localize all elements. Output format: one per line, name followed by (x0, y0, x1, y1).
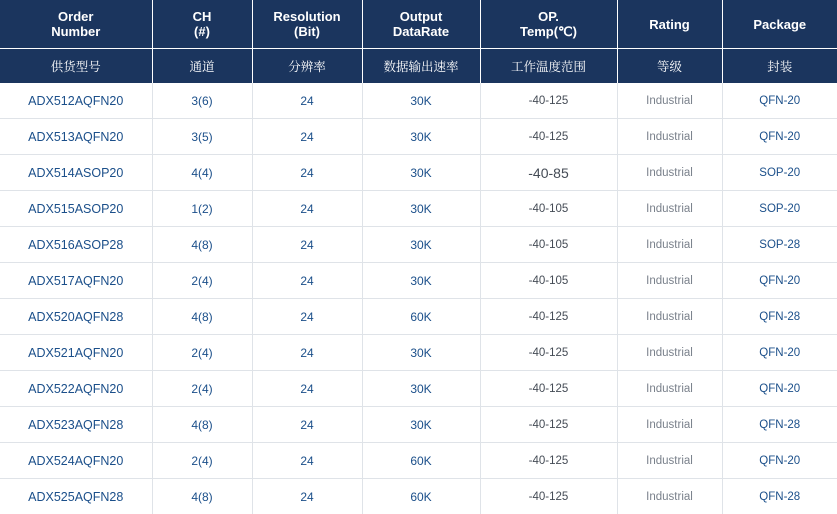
cell-order-number[interactable]: ADX524AQFN20 (0, 443, 152, 479)
cell-rating: Industrial (617, 407, 722, 443)
header-cn-order-number: 供货型号 (0, 49, 152, 84)
cell-rating: Industrial (617, 479, 722, 514)
header-ch (152, 0, 252, 49)
header-cn-op-temp: 工作温度范围 (480, 49, 617, 84)
cell-op-temp: -40-125 (480, 119, 617, 155)
table-row (0, 119, 837, 155)
cell-ch: 2(4) (152, 263, 252, 299)
cell-order-number[interactable]: ADX520AQFN28 (0, 299, 152, 335)
cell-package: QFN-20 (722, 263, 837, 299)
header-row-chinese (0, 49, 837, 84)
cell-ch: 3(5) (152, 119, 252, 155)
cell-rating: Industrial (617, 83, 722, 119)
header-ch-line2: (#) (157, 24, 248, 39)
header-output-datarate-line1: Output (367, 9, 476, 24)
cell-order-number[interactable]: ADX517AQFN20 (0, 263, 152, 299)
cell-resolution: 24 (252, 191, 362, 227)
cell-op-temp: -40-85 (480, 155, 617, 191)
cell-order-number[interactable]: ADX515ASOP20 (0, 191, 152, 227)
header-package-line1: Package (727, 17, 834, 32)
cell-package: QFN-20 (722, 443, 837, 479)
cell-ch: 4(8) (152, 227, 252, 263)
cell-op-temp: -40-105 (480, 191, 617, 227)
header-order-number-line2: Number (4, 24, 148, 39)
cell-resolution: 24 (252, 155, 362, 191)
header-op-temp-line2: Temp(℃) (485, 24, 613, 39)
cell-ch: 1(2) (152, 191, 252, 227)
table-row (0, 479, 837, 514)
cell-ch: 4(8) (152, 299, 252, 335)
cell-output-datarate: 30K (362, 371, 480, 407)
table-row (0, 407, 837, 443)
cell-package: QFN-20 (722, 119, 837, 155)
cell-op-temp: -40-105 (480, 227, 617, 263)
cell-rating: Industrial (617, 155, 722, 191)
cell-rating: Industrial (617, 227, 722, 263)
cell-resolution: 24 (252, 227, 362, 263)
header-row-english (0, 0, 837, 49)
cell-order-number[interactable]: ADX516ASOP28 (0, 227, 152, 263)
cell-resolution: 24 (252, 335, 362, 371)
table-row (0, 263, 837, 299)
table-row (0, 155, 837, 191)
cell-op-temp: -40-125 (480, 407, 617, 443)
table-row (0, 299, 837, 335)
cell-order-number[interactable]: ADX523AQFN28 (0, 407, 152, 443)
cell-output-datarate: 30K (362, 227, 480, 263)
cell-output-datarate: 30K (362, 119, 480, 155)
table-header (0, 0, 837, 83)
cell-package: QFN-20 (722, 371, 837, 407)
cell-rating: Industrial (617, 443, 722, 479)
cell-package: QFN-28 (722, 299, 837, 335)
cell-op-temp: -40-125 (480, 83, 617, 119)
cell-order-number[interactable]: ADX513AQFN20 (0, 119, 152, 155)
cell-package: QFN-20 (722, 335, 837, 371)
table-body (0, 83, 837, 514)
table-row (0, 191, 837, 227)
cell-ch: 4(8) (152, 407, 252, 443)
cell-package: SOP-28 (722, 227, 837, 263)
header-order-number (0, 0, 152, 49)
cell-package: QFN-28 (722, 407, 837, 443)
header-cn-package: 封装 (722, 49, 837, 84)
table-row (0, 371, 837, 407)
header-cn-ch: 通道 (152, 49, 252, 84)
header-cn-resolution: 分辨率 (252, 49, 362, 84)
header-order-number-line1: Order (4, 9, 148, 24)
cell-output-datarate: 30K (362, 155, 480, 191)
cell-ch: 2(4) (152, 335, 252, 371)
cell-output-datarate: 30K (362, 407, 480, 443)
header-rating-line1: Rating (622, 17, 718, 32)
cell-order-number[interactable]: ADX512AQFN20 (0, 83, 152, 119)
header-op-temp (480, 0, 617, 49)
cell-rating: Industrial (617, 335, 722, 371)
cell-resolution: 24 (252, 263, 362, 299)
cell-output-datarate: 30K (362, 263, 480, 299)
cell-package: SOP-20 (722, 191, 837, 227)
cell-order-number[interactable]: ADX525AQFN28 (0, 479, 152, 514)
cell-ch: 4(4) (152, 155, 252, 191)
cell-rating: Industrial (617, 263, 722, 299)
cell-resolution: 24 (252, 83, 362, 119)
cell-resolution: 24 (252, 299, 362, 335)
cell-op-temp: -40-125 (480, 443, 617, 479)
table-row (0, 227, 837, 263)
cell-ch: 2(4) (152, 443, 252, 479)
header-rating (617, 0, 722, 49)
cell-output-datarate: 60K (362, 443, 480, 479)
header-cn-rating: 等级 (617, 49, 722, 84)
cell-output-datarate: 30K (362, 191, 480, 227)
cell-order-number[interactable]: ADX521AQFN20 (0, 335, 152, 371)
header-resolution-line1: Resolution (257, 9, 358, 24)
table-row (0, 443, 837, 479)
header-package (722, 0, 837, 49)
header-op-temp-line1: OP. (485, 9, 613, 24)
cell-op-temp: -40-125 (480, 299, 617, 335)
cell-resolution: 24 (252, 443, 362, 479)
cell-package: QFN-20 (722, 83, 837, 119)
table-row (0, 335, 837, 371)
cell-resolution: 24 (252, 119, 362, 155)
cell-output-datarate: 60K (362, 479, 480, 514)
cell-ch: 2(4) (152, 371, 252, 407)
cell-ch: 3(6) (152, 83, 252, 119)
header-output-datarate (362, 0, 480, 49)
header-resolution-line2: (Bit) (257, 24, 358, 39)
cell-output-datarate: 30K (362, 335, 480, 371)
cell-op-temp: -40-105 (480, 263, 617, 299)
cell-op-temp: -40-125 (480, 479, 617, 514)
cell-resolution: 24 (252, 407, 362, 443)
header-output-datarate-line2: DataRate (367, 24, 476, 39)
cell-rating: Industrial (617, 191, 722, 227)
cell-output-datarate: 30K (362, 83, 480, 119)
header-resolution (252, 0, 362, 49)
cell-output-datarate: 60K (362, 299, 480, 335)
cell-rating: Industrial (617, 371, 722, 407)
cell-order-number[interactable]: ADX514ASOP20 (0, 155, 152, 191)
cell-resolution: 24 (252, 371, 362, 407)
cell-package: SOP-20 (722, 155, 837, 191)
cell-op-temp: -40-125 (480, 335, 617, 371)
header-cn-output-datarate: 数据输出速率 (362, 49, 480, 84)
cell-rating: Industrial (617, 299, 722, 335)
cell-resolution: 24 (252, 479, 362, 514)
cell-order-number[interactable]: ADX522AQFN20 (0, 371, 152, 407)
cell-ch: 4(8) (152, 479, 252, 514)
header-ch-line1: CH (157, 9, 248, 24)
table-row (0, 83, 837, 119)
cell-rating: Industrial (617, 119, 722, 155)
cell-op-temp: -40-125 (480, 371, 617, 407)
cell-package: QFN-28 (722, 479, 837, 514)
